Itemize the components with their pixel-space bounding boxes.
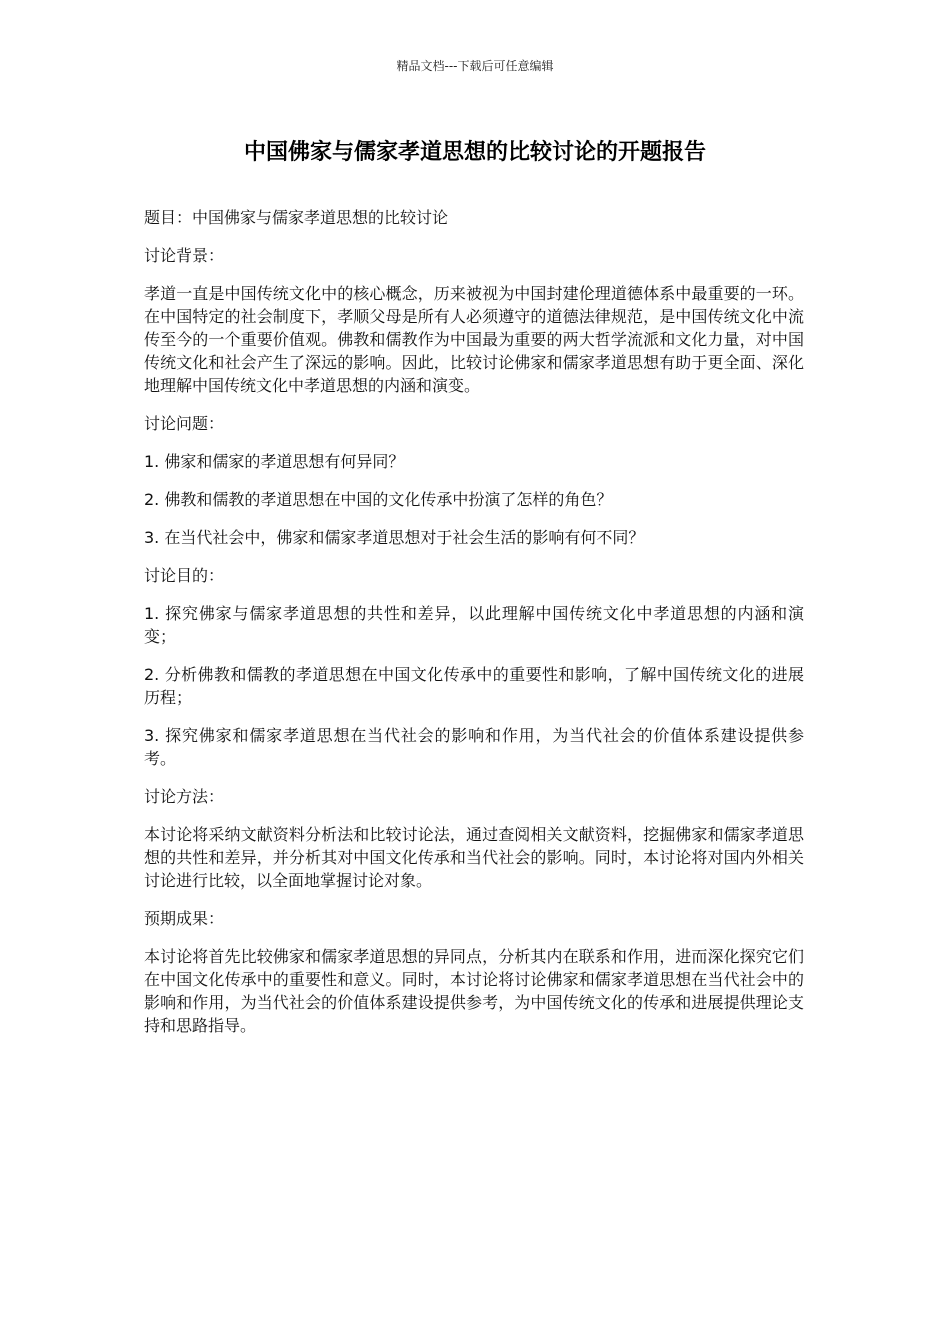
background-paragraph: 孝道一直是中国传统文化中的核心概念，历来被视为中国封建伦理道德体系中最重要的一环。在中国特定的社会制度下，孝顺父母是所有人必须遵守的道德法律规范，是中国传统文化中流传至今的一个重要价值观。佛教和儒教作为中国最为重要的两大哲学流派和文化力量，对中国传统文化和社会产生了深远的影响。因此，比较讨论佛家和儒家孝道思想有助于更全面、深化地理解中国传统文化中孝道思想的内涵和演变。 <box>144 284 804 395</box>
purpose-item: 1. 探究佛家与儒家孝道思想的共性和差异，以此理解中国传统文化中孝道思想的内涵和演变； <box>144 604 804 646</box>
section-heading-method: 讨论方法： <box>144 787 225 806</box>
section-heading-outcomes: 预期成果： <box>144 909 225 928</box>
question-item: 3. 在当代社会中，佛家和儒家孝道思想对于社会生活的影响有何不同？ <box>144 528 645 547</box>
document-title: 中国佛家与儒家孝道思想的比较讨论的开题报告 <box>243 140 706 165</box>
document-body <box>144 206 804 1052</box>
section-heading-questions: 讨论问题： <box>144 414 225 433</box>
method-paragraph: 本讨论将采纳文献资料分析法和比较讨论法，通过查阅相关文献资料，挖掘佛家和儒家孝道思想的共性和差异，并分析其对中国文化传承和当代社会的影响。同时，本讨论将对国内外相关讨论进行比较，以全面地掌握讨论对象。 <box>144 825 804 890</box>
page-header: 精品文档---下载后可任意编辑 <box>396 59 554 73</box>
purpose-item: 3. 探究佛家和儒家孝道思想在当代社会的影响和作用，为当代社会的价值体系建设提供参考。 <box>144 726 804 768</box>
section-heading-background: 讨论背景： <box>144 246 225 265</box>
question-item: 2. 佛教和儒教的孝道思想在中国的文化传承中扮演了怎样的角色？ <box>144 490 613 509</box>
outcomes-paragraph: 本讨论将首先比较佛家和儒家孝道思想的异同点，分析其内在联系和作用，进而深化探究它们在中国文化传承中的重要性和意义。同时，本讨论将讨论佛家和儒家孝道思想在当代社会中的影响和作用，为当代社会的价值体系建设提供参考，为中国传统文化的传承和进展提供理论支持和思路指导。 <box>144 947 804 1035</box>
section-heading-purpose: 讨论目的： <box>144 566 225 585</box>
topic-line: 题目：中国佛家与儒家孝道思想的比较讨论 <box>144 208 449 227</box>
purpose-item: 2. 分析佛教和儒教的孝道思想在中国文化传承中的重要性和影响，了解中国传统文化的进展历程； <box>144 665 804 707</box>
question-item: 1. 佛家和儒家的孝道思想有何异同？ <box>144 452 405 471</box>
